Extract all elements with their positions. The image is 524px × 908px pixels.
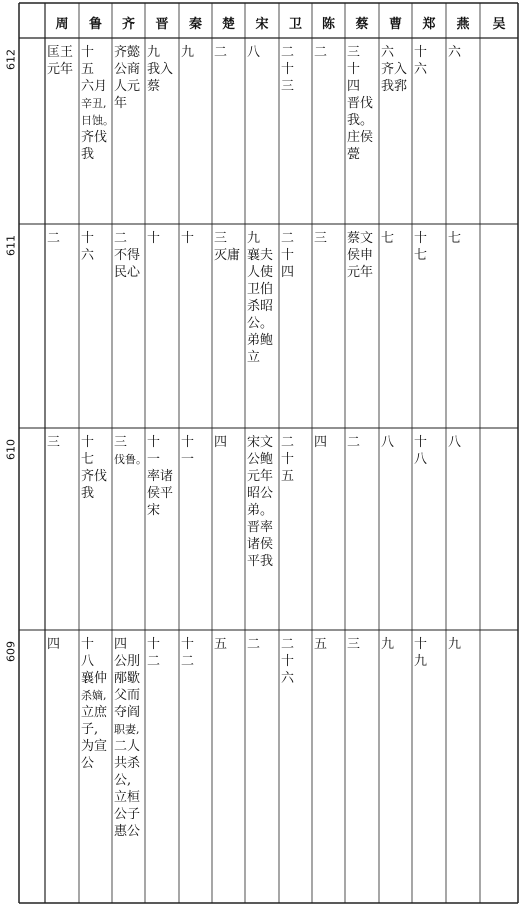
cell-text: 五 [281,469,295,484]
cell-text: 四 [47,637,61,652]
table-cell [480,44,518,222]
cell-text: 二 [347,435,361,450]
table-cell [379,434,412,628]
cell-text: 立 [247,350,261,365]
cell-text: 十 [347,62,361,77]
cell-text: 四 [347,79,361,94]
cell-text: 八 [247,45,261,60]
cell-text: 十 [181,435,195,450]
cell-text: 不得 [114,248,141,263]
cell-text: 灭庸 [214,248,241,263]
cell-text: 晋率 [247,520,274,535]
column-header: 卫 [288,16,302,32]
cell-text: 宋文 [247,435,274,450]
cell-text: 惠公 [114,824,141,839]
cell-text: 五 [314,637,328,652]
cell-text: 平我 [247,554,274,569]
cell-text: 八 [448,435,462,450]
cell-text: 十 [81,45,95,60]
table-cell [446,230,480,426]
cell-text: 共杀 [114,756,141,771]
cell-text: 邴歜 [114,671,141,686]
cell-text: 我。 [347,113,374,128]
cell-text: 齐伐 [81,469,108,484]
cell-text: 襄夫 [247,248,274,263]
table-cell [345,230,379,426]
cell-text: 十 [281,654,295,669]
cell-text: 二 [47,231,61,246]
table-cell [212,44,245,222]
table-cell [379,230,412,426]
cell-text: 八 [81,654,95,669]
cell-text: 二 [147,654,161,669]
column-header: 鲁 [88,16,102,32]
cell-text: 六 [381,45,395,60]
cell-text: 杀嫡, [81,689,107,702]
cell-text: 弟鲍 [247,333,274,348]
cell-text: 九 [414,654,428,669]
cell-text: 七 [448,231,462,246]
cell-text: 九 [147,45,161,60]
cell-text: 六月 [81,79,108,94]
cell-text: 二 [181,654,195,669]
cell-text: 十 [281,452,295,467]
table-cell [345,434,379,628]
table-cell [312,230,345,426]
cell-text: 二 [281,45,295,60]
cell-text: 十 [414,231,428,246]
cell-text: 宋 [147,503,161,518]
cell-text: 子, [81,722,99,737]
cell-text: 九 [381,637,395,652]
cell-text: 侯平 [147,486,174,501]
cell-text: 元年 [47,62,74,77]
table-cell [112,44,145,222]
cell-text: 十 [181,637,195,652]
column-header: 齐 [121,16,135,32]
cell-text: 十 [281,248,295,263]
cell-text: 九 [448,637,462,652]
cell-text: 我入 [147,62,174,77]
table-cell [412,434,446,628]
cell-text: 年 [114,96,128,111]
table-cell [312,44,345,222]
cell-text: 三 [347,637,361,652]
table-cell [112,636,145,901]
table-cell [245,636,279,901]
cell-text: 齐懿 [114,45,141,60]
table-cell [145,636,179,901]
cell-text: 杀昭 [247,299,274,314]
year-label: 609 [4,641,18,663]
cell-text: 五 [81,62,95,77]
cell-text: 一 [147,452,161,467]
table-cell [145,230,179,426]
column-header: 曹 [388,16,402,32]
cell-text: 我 [81,486,95,501]
table-cell [480,434,518,628]
table-cell [45,636,79,901]
table-cell [45,230,79,426]
cell-text: 四 [281,265,295,280]
cell-text: 四 [114,637,128,652]
cell-text: 民心 [114,265,141,280]
cell-text: 公 [81,756,95,771]
year-label: 610 [4,439,18,461]
cell-text: 四 [314,435,328,450]
table-cell [245,44,279,222]
cell-text: 弟。 [247,503,274,518]
table-cell [412,230,446,426]
table-cell [79,434,112,628]
cell-text: 十 [81,435,95,450]
cell-text: 公子 [114,807,141,822]
cell-text: 二 [314,45,328,60]
table-cell [379,636,412,901]
cell-text: 襄仲 [81,671,108,686]
cell-text: 二 [281,231,295,246]
table-cell [446,434,480,628]
cell-text: 卫伯 [247,282,274,297]
cell-text: 二 [114,231,128,246]
cell-text: 日蚀。 [81,114,114,127]
cell-text: 人使 [247,265,274,280]
table-cell [179,636,212,901]
table-cell [480,636,518,901]
cell-text: 六 [448,45,462,60]
cell-text: 蔡文 [347,231,374,246]
cell-text: 公鲍 [247,452,274,467]
table-cell [79,44,112,222]
table-cell [212,230,245,426]
column-header: 吴 [492,16,506,32]
cell-text: 庄侯 [347,130,374,145]
column-header: 郑 [422,16,436,32]
cell-text: 伐鲁。 [114,453,147,466]
cell-text: 公刖 [114,654,141,669]
cell-text: 蔡 [147,79,161,94]
cell-text: 十 [147,231,161,246]
table-cell [412,44,446,222]
table-cell [112,230,145,426]
column-header: 晋 [155,16,169,32]
table-cell [446,44,480,222]
column-header: 燕 [456,16,470,32]
cell-text: 昭公 [247,486,274,501]
cell-text: 三 [114,435,128,450]
table-cell [179,44,212,222]
cell-text: 职妻, [114,723,140,736]
cell-text: 三 [214,231,228,246]
cell-text: 二 [281,637,295,652]
cell-text: 十 [414,637,428,652]
table-cell [112,434,145,628]
table-cell [279,230,312,426]
cell-text: 八 [381,435,395,450]
cell-text: 十 [281,62,295,77]
column-header: 宋 [255,16,269,32]
column-header: 陈 [321,16,335,32]
cell-text: 六 [81,248,95,263]
table-cell [179,434,212,628]
cell-text: 辛丑, [81,97,107,110]
cell-text: 五 [214,637,228,652]
cell-text: 公商 [114,62,141,77]
cell-text: 公, [114,773,132,788]
cell-text: 二 [247,637,261,652]
table-cell [179,230,212,426]
cell-text: 八 [414,452,428,467]
cell-text: 夺阎 [114,705,141,720]
cell-text: 九 [181,45,195,60]
cell-text: 我 [81,147,95,162]
table-cell [312,636,345,901]
column-header: 蔡 [355,16,369,32]
table-cell [245,230,279,426]
cell-text: 为宣 [81,739,108,754]
cell-text: 十 [414,45,428,60]
cell-text: 甍 [347,147,361,162]
cell-text: 诸侯 [247,537,274,552]
cell-text: 十 [81,637,95,652]
table-cell [279,434,312,628]
cell-text: 十 [181,231,195,246]
table-cell [446,636,480,901]
column-header: 楚 [221,16,235,32]
cell-text: 三 [47,435,61,450]
year-label: 611 [4,235,18,257]
cell-text: 六 [281,671,295,686]
table-cell [279,636,312,901]
table-cell [480,230,518,426]
table-cell [345,44,379,222]
cell-text: 四 [214,435,228,450]
cell-text: 十 [81,231,95,246]
cell-text: 十 [414,435,428,450]
cell-text: 元年 [347,265,374,280]
cell-text: 二人 [114,739,141,754]
cell-text: 人元 [114,79,141,94]
cell-text: 齐入 [381,62,408,77]
table-cell [412,636,446,901]
cell-text: 十 [147,637,161,652]
table-cell [212,636,245,901]
table-cell [379,44,412,222]
cell-text: 七 [381,231,395,246]
cell-text: 匡王 [47,45,74,60]
table-cell [45,44,79,222]
cell-text: 二 [214,45,228,60]
table-cell [79,636,112,901]
table-cell [45,434,79,628]
cell-text: 侯申 [347,248,374,263]
cell-text: 我郛 [381,79,408,94]
cell-text: 六 [414,62,428,77]
cell-text: 七 [81,452,95,467]
cell-text: 父而 [114,688,141,703]
table-cell [212,434,245,628]
cell-text: 立庶 [81,705,108,720]
cell-text: 一 [181,452,195,467]
table-cell [245,434,279,628]
cell-text: 晋伐 [347,96,374,111]
cell-text: 元年 [247,469,274,484]
cell-text: 七 [414,248,428,263]
cell-text: 率诸 [147,469,174,484]
cell-text: 公。 [247,316,274,331]
table-cell [312,434,345,628]
cell-text: 齐伐 [81,130,108,145]
table-cell [145,434,179,628]
table-cell [279,44,312,222]
cell-text: 九 [247,231,261,246]
column-header: 秦 [188,16,202,32]
table-cell [79,230,112,426]
table-cell [145,44,179,222]
table-cell [345,636,379,901]
cell-text: 十 [147,435,161,450]
cell-text: 三 [347,45,361,60]
cell-text: 二 [281,435,295,450]
cell-text: 立桓 [114,790,141,805]
column-header: 周 [55,16,69,32]
year-label: 612 [4,49,18,71]
cell-text: 三 [314,231,328,246]
cell-text: 三 [281,79,295,94]
